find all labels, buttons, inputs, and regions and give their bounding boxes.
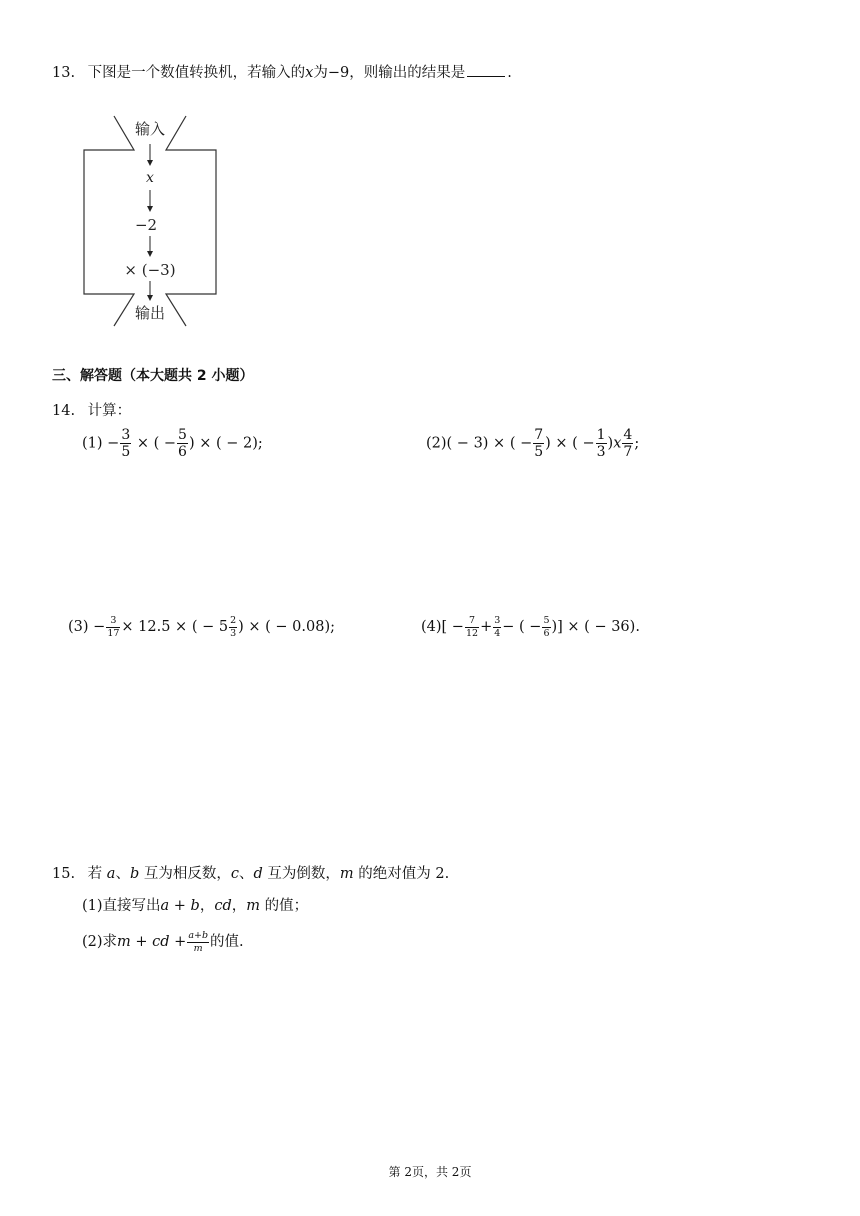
variable-m: m — [339, 866, 354, 882]
problem-14-2 — [426, 428, 639, 459]
question-number: 15. — [52, 866, 76, 882]
fraction-numerator: 1 — [596, 427, 606, 443]
problem-14-3 — [68, 616, 335, 638]
fraction-numerator: 5 — [543, 615, 550, 626]
question-number: 13. — [52, 65, 76, 81]
fraction-numerator: 2 — [230, 615, 237, 626]
fraction — [596, 428, 607, 459]
fraction-numerator: 7 — [534, 427, 544, 443]
problem-15-1 — [82, 894, 308, 915]
arrow-head-1 — [147, 160, 153, 166]
fraction-denominator: 5 — [121, 444, 131, 460]
question-text: 的值； — [264, 898, 309, 914]
question-13 — [52, 61, 512, 82]
fraction-denominator: 6 — [178, 444, 187, 460]
math-text: − — [107, 435, 120, 452]
math-text: ; — [634, 435, 640, 452]
fraction-numerator: 3 — [106, 616, 120, 628]
fraction-numerator: 3 — [121, 427, 131, 443]
diagram-x-label: x — [146, 170, 154, 186]
fraction-numerator: 4 — [623, 427, 633, 443]
question-number: 14. — [52, 403, 76, 419]
question-14-header — [52, 399, 131, 420]
fraction — [533, 428, 544, 459]
fraction-denominator: 6 — [543, 627, 550, 639]
math-text: ) × ( − — [545, 435, 595, 452]
fraction-denominator: 3 — [596, 444, 606, 460]
diagram-output-label: 输出 — [134, 304, 166, 322]
question-end: . — [507, 65, 512, 81]
question-text: 的绝对值为 2. — [358, 866, 450, 882]
section-heading: 三、解答题（本大题共 2 小题） — [52, 368, 254, 384]
variable-c: c — [230, 866, 239, 882]
fraction-numerator: 7 — [465, 616, 479, 628]
diagram-step-times-minus-3: × (−3) — [124, 261, 176, 279]
math-text: ) × ( − 0.08); — [238, 619, 336, 635]
question-prompt: 计算： — [87, 403, 132, 419]
question-text: 互为相反数， — [143, 866, 231, 882]
math-text: ) × ( − 2); — [188, 435, 263, 452]
fraction-numerator: 3 — [494, 615, 501, 626]
fraction — [542, 616, 550, 638]
diagram-right-border — [166, 116, 216, 326]
answer-blank — [467, 63, 505, 77]
problem-label: (2)( − 3) × ( − — [426, 435, 533, 452]
question-text: 、 — [238, 866, 254, 882]
fraction — [465, 616, 479, 638]
problem-label: (3) − — [68, 619, 106, 635]
fraction — [187, 931, 209, 953]
variable-x: x — [613, 435, 622, 452]
fraction — [622, 428, 633, 459]
math-expression: m — [246, 898, 260, 914]
problem-label: (2)求 — [82, 934, 118, 950]
fraction-denominator: m — [193, 942, 203, 954]
fraction — [106, 616, 120, 638]
conversion-machine-diagram — [78, 112, 228, 332]
arrow-head-2 — [147, 206, 153, 212]
fraction-denominator: 4 — [494, 627, 501, 639]
question-text: 的值. — [210, 934, 244, 950]
arrow-head-3 — [147, 251, 153, 257]
variable-a: a — [106, 866, 116, 882]
fraction-denominator: 17 — [107, 627, 120, 639]
question-text-a: 下图是一个数值转换机，若输入的 — [87, 65, 306, 81]
separator: ， — [199, 898, 215, 914]
fraction-numerator: 5 — [178, 427, 187, 443]
diagram-left-border — [84, 116, 134, 326]
arrow-head-4 — [147, 295, 153, 301]
fraction — [177, 428, 188, 459]
separator: ， — [231, 898, 247, 914]
diagram-step-minus-2: −2 — [134, 216, 158, 234]
diagram-input-label: 输入 — [134, 120, 166, 138]
math-text: ) — [607, 435, 614, 452]
problem-14-1 — [82, 428, 263, 459]
problem-14-4 — [421, 616, 640, 638]
problem-label: (1) — [82, 435, 103, 452]
math-text: )] × ( − 36). — [551, 619, 640, 635]
question-text: 若 — [87, 866, 103, 882]
page-footer: 第 2页，共 2页 — [388, 1165, 472, 1179]
problem-label: (1)直接写出 — [82, 898, 161, 914]
math-expression: a + b — [160, 898, 200, 914]
fraction — [229, 616, 237, 638]
fraction-denominator: 12 — [465, 627, 479, 639]
variable-b: b — [129, 866, 140, 882]
math-text: + — [480, 619, 493, 635]
math-expression: m + cd + — [117, 934, 187, 950]
fraction — [493, 616, 501, 638]
variable-d: d — [253, 866, 263, 882]
fraction — [120, 428, 131, 459]
math-text: × 12.5 × ( − 5 — [121, 619, 229, 635]
fraction-numerator: a+b — [188, 930, 209, 941]
math-text: − ( − — [502, 619, 542, 635]
fraction-denominator: 5 — [534, 444, 544, 460]
variable-x: x — [305, 65, 314, 81]
math-text: × ( − — [136, 435, 177, 452]
question-text: 、 — [115, 866, 130, 882]
fraction-denominator: 7 — [623, 444, 633, 460]
question-text: 互为倒数， — [267, 866, 340, 882]
problem-15-2 — [82, 930, 244, 953]
problem-label: (4)[ − — [421, 619, 464, 635]
math-expression: cd — [214, 898, 232, 914]
question-15 — [52, 862, 449, 883]
question-text-b: 为−9，则输出的结果是 — [313, 65, 466, 81]
fraction-denominator: 3 — [230, 627, 237, 639]
